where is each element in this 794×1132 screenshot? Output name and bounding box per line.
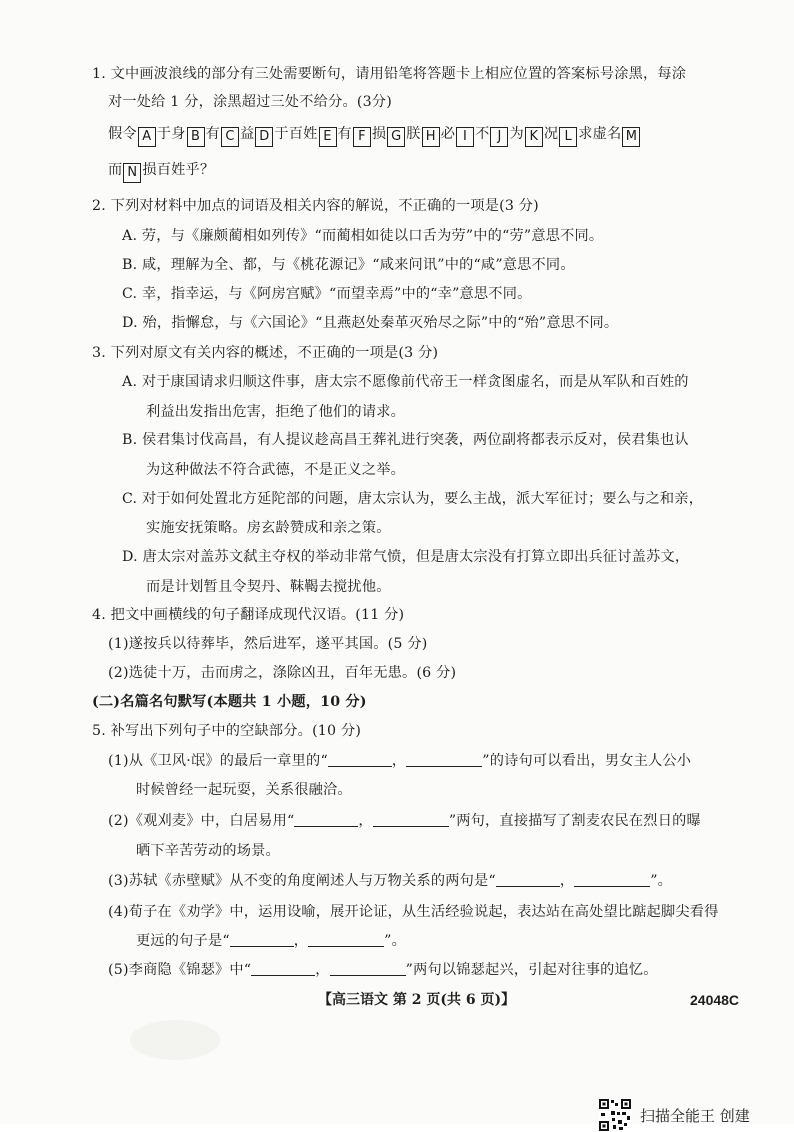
section-2-heading: (二)名篇名句默写(本题共 1 小题，10 分) bbox=[92, 694, 367, 710]
comma: ， bbox=[559, 873, 575, 889]
answer-blank[interactable] bbox=[328, 751, 392, 767]
sentence-fragment: 于百姓 bbox=[274, 126, 318, 142]
q5-item-1 bbox=[108, 751, 691, 771]
answer-label-box[interactable]: H bbox=[422, 127, 440, 147]
q4-stem: 4. 把文中画横线的句子翻译成现代汉语。(11 分) bbox=[92, 607, 405, 623]
q5-item-5 bbox=[108, 960, 658, 980]
scan-smudge bbox=[130, 1020, 220, 1060]
answer-blank[interactable] bbox=[294, 811, 358, 827]
answer-label-box[interactable]: I bbox=[456, 127, 474, 147]
answer-label-box[interactable]: A bbox=[138, 127, 156, 147]
q4-sentence-2: (2)选徒十万，击而虏之，涤除凶丑，百年无患。(6 分) bbox=[108, 665, 457, 681]
sentence-fragment: 益 bbox=[239, 126, 255, 142]
answer-blank[interactable] bbox=[251, 960, 315, 976]
q3-option-a-line2: 利益出发指出危害，拒绝了他们的请求。 bbox=[146, 404, 405, 420]
watermark-text: 扫描全能王 创建 bbox=[640, 1106, 750, 1125]
exam-code: 24048C bbox=[690, 992, 740, 1008]
q5-item-1-cont: 时候曾经一起玩耍，关系很融洽。 bbox=[136, 782, 352, 798]
answer-blank[interactable] bbox=[496, 871, 560, 887]
answer-label-box[interactable]: M bbox=[622, 127, 640, 147]
q2-option-d: D. 殆，指懈怠，与《六国论》“且燕赵处秦革灭殆尽之际”中的“殆”意思不同。 bbox=[122, 315, 619, 331]
answer-label-box[interactable]: L bbox=[559, 127, 577, 147]
q3-option-c-line2: 实施安抚策略。房玄龄赞成和亲之策。 bbox=[146, 520, 391, 536]
q5-item-2-text-b: ”两句，直接描写了割麦农民在烈日的曝 bbox=[448, 813, 701, 829]
q5-item-2-cont: 晒下辛苦劳动的场景。 bbox=[136, 843, 280, 859]
sentence-fragment: 于身 bbox=[156, 126, 186, 142]
q3-option-d-line2: 而是计划暂且令契丹、靺鞨去搅扰他。 bbox=[146, 579, 391, 595]
answer-label-box[interactable]: B bbox=[187, 127, 205, 147]
q5-item-4-text-b: 更远的句子是“ bbox=[136, 933, 230, 949]
q3-option-a-line1: A. 对于康国请求归顺这件事，唐太宗不愿像前代帝王一样贪图虚名，而是从军队和百姓的 bbox=[122, 374, 689, 390]
sentence-fragment: 况 bbox=[543, 126, 559, 142]
q5-item-3-text-a: (3)苏轼《赤壁赋》从不变的角度阐述人与万物关系的两句是“ bbox=[108, 873, 496, 889]
sentence-fragment: 损 bbox=[371, 126, 387, 142]
answer-label-box[interactable]: J bbox=[490, 127, 508, 147]
q3-stem: 3. 下列对原文有关内容的概述，不正确的一项是(3 分) bbox=[92, 345, 439, 361]
comma: ， bbox=[391, 753, 407, 769]
q1-stem-line1: 1. 文中画波浪线的部分有三处需要断句，请用铅笔将答题卡上相应位置的答案标号涂黑，每涂 bbox=[92, 66, 687, 82]
q1-stem-line2: 对一处给 1 分，涂黑超过三处不给分。(3分) bbox=[108, 94, 392, 110]
q2-option-c: C. 幸，指幸运，与《阿房宫赋》“而望幸焉”中的“幸”意思不同。 bbox=[122, 286, 532, 302]
q5-item-2-text-a: (2)《观刈麦》中，白居易用“ bbox=[108, 813, 295, 829]
q5-item-3 bbox=[108, 871, 672, 891]
q5-item-2 bbox=[108, 811, 701, 831]
q1-punctuation-sentence bbox=[108, 124, 641, 147]
q1-punctuation-sentence-cont bbox=[108, 160, 214, 183]
q3-option-c-line1: C. 对于如何处置北方延陀部的问题，唐太宗认为，要么主战，派大军征讨；要么与之和亲， bbox=[122, 491, 704, 507]
q5-stem: 5. 补写出下列句子中的空缺部分。(10 分) bbox=[92, 723, 362, 739]
answer-label-box[interactable]: E bbox=[319, 127, 337, 147]
answer-blank[interactable] bbox=[308, 931, 384, 947]
sentence-fragment: 不 bbox=[475, 126, 490, 142]
sentence-fragment: 必 bbox=[440, 126, 456, 142]
q2-option-b: B. 咸，理解为全、都，与《桃花源记》“咸来问讯”中的“咸”意思不同。 bbox=[122, 257, 575, 273]
q5-item-4: (4)荀子在《劝学》中，运用设喻，展开论证，从生活经验说起，表达站在高处望比踮起脚尖看得 bbox=[108, 904, 719, 920]
sentence-fragment: 而 bbox=[108, 162, 123, 178]
sentence-fragment: 损百姓乎？ bbox=[142, 162, 215, 178]
q5-item-4-cont bbox=[136, 931, 406, 951]
answer-blank[interactable] bbox=[406, 751, 482, 767]
q5-item-1-text-a: (1)从《卫风·氓》的最后一章里的“ bbox=[108, 753, 328, 769]
answer-label-box[interactable]: G bbox=[387, 127, 405, 147]
sentence-fragment: 有 bbox=[337, 126, 352, 142]
q2-option-a: A. 劳，与《廉颇蔺相如列传》“而蔺相如徒以口舌为劳”中的“劳”意思不同。 bbox=[122, 228, 604, 244]
comma: ， bbox=[293, 933, 309, 949]
answer-blank[interactable] bbox=[574, 871, 650, 887]
comma: ， bbox=[315, 962, 330, 978]
page-number-label: 【高三语文 第 2 页(共 6 页)】 bbox=[318, 992, 516, 1008]
answer-label-box[interactable]: K bbox=[525, 127, 543, 147]
q4-sentence-1: (1)遂按兵以待葬毕，然后进军，遂平其国。(5 分) bbox=[108, 636, 428, 652]
sentence-fragment: 朕 bbox=[406, 126, 421, 142]
answer-blank[interactable] bbox=[373, 811, 449, 827]
answer-blank[interactable] bbox=[330, 960, 406, 976]
sentence-fragment: 为 bbox=[509, 126, 524, 142]
sentence-fragment: 假令 bbox=[108, 126, 137, 142]
answer-blank[interactable] bbox=[230, 931, 294, 947]
scanner-watermark bbox=[598, 1098, 750, 1132]
qr-code-icon bbox=[598, 1098, 632, 1132]
answer-label-box[interactable]: C bbox=[221, 127, 239, 147]
answer-label-box[interactable]: D bbox=[255, 127, 273, 147]
q5-item-5-text-a: (5)李商隐《锦瑟》中“ bbox=[108, 962, 252, 978]
q2-stem: 2. 下列对材料中加点的词语及相关内容的解说，不正确的一项是(3 分) bbox=[92, 198, 539, 214]
answer-label-box[interactable]: F bbox=[353, 127, 371, 147]
q3-option-d-line1: D. 唐太宗对盖苏文弑主夺权的举动非常气愤，但是唐太宗没有打算立即出兵征讨盖苏文， bbox=[122, 549, 690, 565]
q5-item-4-text-c: ”。 bbox=[384, 933, 407, 949]
q5-item-1-text-b: ”的诗句可以看出，男女主人公小 bbox=[482, 753, 692, 769]
q3-option-b-line1: B. 侯君集讨伐高昌，有人提议趁高昌王葬礼进行突袭，两位副将都表示反对，侯君集也认 bbox=[122, 432, 689, 448]
answer-label-box[interactable]: N bbox=[123, 163, 141, 183]
q5-item-3-text-b: ”。 bbox=[650, 873, 673, 889]
q5-item-5-text-b: ”两句以锦瑟起兴，引起对往事的追忆。 bbox=[405, 962, 658, 978]
sentence-fragment: 有 bbox=[205, 126, 220, 142]
q3-option-b-line2: 为这种做法不符合武德，不是正义之举。 bbox=[146, 462, 405, 478]
comma: ， bbox=[358, 813, 373, 829]
sentence-fragment: 求虚名 bbox=[578, 126, 622, 142]
